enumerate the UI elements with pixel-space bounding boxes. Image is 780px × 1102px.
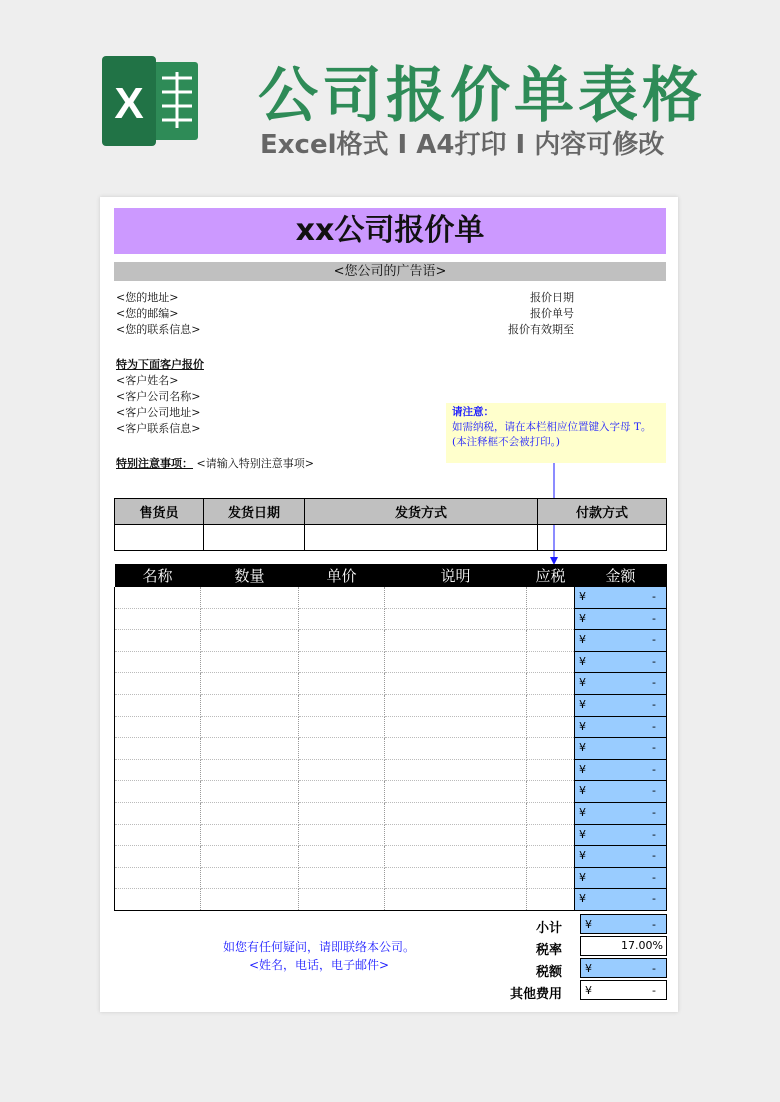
amount-value: - [652, 611, 656, 625]
amount-value: - [652, 827, 656, 841]
amount-cell [575, 781, 667, 803]
currency-symbol: ¥ [579, 676, 586, 690]
company-contact: <您的联系信息> [116, 323, 201, 336]
header-amount: 金额 [575, 564, 667, 587]
amount-value: - [652, 762, 656, 776]
header-salesperson: 售货员 [115, 499, 204, 525]
unit-price-cell[interactable] [299, 802, 385, 824]
amount-cell [575, 716, 667, 738]
quantity-cell[interactable] [201, 889, 299, 911]
tip-line1: 如需纳税，请在本栏相应位置键入字母 T。 [452, 421, 652, 433]
table-row [115, 738, 667, 760]
name-cell[interactable] [115, 587, 201, 609]
table-row [115, 781, 667, 803]
taxable-cell[interactable] [527, 608, 575, 630]
tagline: <您公司的广告语> [114, 262, 666, 281]
amount-value: - [652, 676, 656, 690]
currency-symbol: ¥ [579, 784, 586, 798]
taxable-cell[interactable] [527, 738, 575, 760]
table-row [115, 673, 667, 695]
quantity-cell[interactable] [201, 694, 299, 716]
items-table [114, 564, 667, 911]
taxable-cell[interactable] [527, 846, 575, 868]
name-cell[interactable] [115, 673, 201, 695]
tax-rate-label: 税率 [535, 943, 562, 958]
description-cell[interactable] [385, 608, 527, 630]
unit-price-cell[interactable] [299, 781, 385, 803]
unit-price-cell[interactable] [299, 738, 385, 760]
unit-price-cell[interactable] [299, 694, 385, 716]
unit-price-cell[interactable] [299, 651, 385, 673]
unit-price-cell[interactable] [299, 846, 385, 868]
amount-cell [575, 846, 667, 868]
currency-symbol: ¥ [579, 892, 586, 906]
unit-price-cell[interactable] [299, 716, 385, 738]
header-ship-method: 发货方式 [305, 499, 538, 525]
logo-letter: X [114, 79, 144, 128]
company-address: <您的地址> [116, 291, 179, 304]
currency-symbol: ¥ [579, 849, 586, 863]
tax-amount-value: - [652, 962, 656, 975]
description-cell[interactable] [385, 673, 527, 695]
unit-price-cell[interactable] [299, 824, 385, 846]
taxable-cell[interactable] [527, 759, 575, 781]
amount-value: - [652, 805, 656, 819]
other-fees-label: 其他费用 [509, 987, 562, 1002]
excel-logo-icon [100, 56, 202, 146]
currency-symbol: ¥ [579, 633, 586, 647]
currency-symbol: ¥ [579, 805, 586, 819]
amount-value: - [652, 784, 656, 798]
taxable-cell[interactable] [527, 651, 575, 673]
name-cell[interactable] [115, 867, 201, 889]
header-name: 名称 [115, 564, 201, 587]
name-cell[interactable] [115, 651, 201, 673]
taxable-cell[interactable] [527, 802, 575, 824]
description-cell[interactable] [385, 716, 527, 738]
amount-cell [575, 673, 667, 695]
contact-line2: <姓名，电话，电子邮件> [248, 958, 390, 972]
company-zip: <您的邮编> [116, 307, 179, 320]
table-row [115, 889, 667, 911]
ship-method-cell[interactable] [305, 525, 538, 551]
amount-value: - [652, 849, 656, 863]
special-notes [116, 455, 314, 471]
table-row [115, 608, 667, 630]
currency-symbol: ¥ [579, 654, 586, 668]
name-cell[interactable] [115, 824, 201, 846]
unit-price-cell[interactable] [299, 889, 385, 911]
quantity-cell[interactable] [201, 824, 299, 846]
taxable-cell[interactable] [527, 889, 575, 911]
table-row [115, 587, 667, 609]
taxable-cell[interactable] [527, 673, 575, 695]
taxable-cell[interactable] [527, 630, 575, 652]
currency-symbol: ¥ [579, 762, 586, 776]
amount-value: - [652, 697, 656, 711]
taxable-cell[interactable] [527, 867, 575, 889]
special-notes-label: 特别注意事项： [116, 457, 193, 470]
name-cell[interactable] [115, 716, 201, 738]
amount-cell [575, 759, 667, 781]
quantity-cell[interactable] [201, 630, 299, 652]
currency-symbol: ¥ [579, 827, 586, 841]
table-row [115, 802, 667, 824]
amount-value: - [652, 590, 656, 603]
quantity-cell[interactable] [201, 608, 299, 630]
currency-symbol: ¥ [579, 719, 586, 733]
amount-cell [575, 738, 667, 760]
name-cell[interactable] [115, 694, 201, 716]
quantity-cell[interactable] [201, 716, 299, 738]
tip-line2: (本注释框不会被打印。) [452, 436, 560, 448]
quantity-cell[interactable] [201, 802, 299, 824]
subtotal-value: - [652, 918, 656, 931]
table-row [115, 694, 667, 716]
quantity-cell[interactable] [201, 867, 299, 889]
customer-company: <客户公司名称> [116, 390, 201, 403]
description-cell[interactable] [385, 694, 527, 716]
table-row [115, 824, 667, 846]
description-cell[interactable] [385, 630, 527, 652]
table-row [115, 867, 667, 889]
currency-symbol: ¥ [579, 741, 586, 755]
quantity-cell[interactable] [201, 651, 299, 673]
unit-price-cell[interactable] [299, 630, 385, 652]
amount-value: - [652, 892, 656, 906]
description-cell[interactable] [385, 759, 527, 781]
amount-cell [575, 889, 667, 911]
description-cell[interactable] [385, 651, 527, 673]
subtotal-cell [580, 914, 667, 934]
quantity-cell[interactable] [201, 587, 299, 609]
name-cell[interactable] [115, 781, 201, 803]
description-cell[interactable] [385, 867, 527, 889]
unit-price-cell[interactable] [299, 608, 385, 630]
currency-symbol: ¥ [585, 962, 592, 975]
description-cell[interactable] [385, 587, 527, 609]
tax-amount-label: 税额 [535, 965, 562, 980]
taxable-cell[interactable] [527, 694, 575, 716]
currency-symbol: ¥ [579, 870, 586, 884]
name-cell[interactable] [115, 738, 201, 760]
salesperson-cell[interactable] [115, 525, 204, 551]
payment-method-cell[interactable] [538, 525, 667, 551]
table-row [115, 630, 667, 652]
description-cell[interactable] [385, 738, 527, 760]
amount-cell [575, 608, 667, 630]
amount-value: - [652, 741, 656, 755]
header-unit-price: 单价 [299, 564, 385, 587]
header-payment-method: 付款方式 [538, 499, 667, 525]
quote-date-label: 报价日期 [530, 291, 574, 304]
other-fees-value: - [652, 984, 656, 997]
shipping-table [114, 498, 667, 551]
amount-cell [575, 694, 667, 716]
tax-amount-cell [580, 958, 667, 978]
quantity-cell[interactable] [201, 759, 299, 781]
quote-valid-label: 报价有效期至 [508, 323, 574, 336]
subtotal-label: 小计 [535, 921, 562, 936]
table-row [115, 759, 667, 781]
taxable-cell[interactable] [527, 824, 575, 846]
sheet-title: xx公司报价单 [114, 208, 666, 254]
description-cell[interactable] [385, 846, 527, 868]
amount-cell [575, 802, 667, 824]
amount-cell [575, 824, 667, 846]
quantity-cell[interactable] [201, 738, 299, 760]
tip-title: 请注意： [452, 406, 494, 418]
amount-cell [575, 651, 667, 673]
amount-value: - [652, 870, 656, 884]
tax-tip-note [446, 403, 666, 463]
taxable-cell[interactable] [527, 716, 575, 738]
amount-value: - [652, 719, 656, 733]
unit-price-cell[interactable] [299, 867, 385, 889]
taxable-cell[interactable] [527, 587, 575, 609]
customer-contact: <客户联系信息> [116, 422, 201, 435]
table-row [115, 651, 667, 673]
amount-value: - [652, 633, 656, 647]
name-cell[interactable] [115, 630, 201, 652]
taxable-cell[interactable] [527, 781, 575, 803]
table-row [115, 716, 667, 738]
name-cell[interactable] [115, 608, 201, 630]
customer-heading: 特为下面客户报价 [116, 358, 204, 371]
currency-symbol: ¥ [585, 984, 592, 997]
special-notes-value[interactable]: <请输入特别注意事项> [196, 457, 314, 470]
table-row [115, 846, 667, 868]
other-fees-cell[interactable] [580, 980, 667, 1000]
quantity-cell[interactable] [201, 781, 299, 803]
quantity-cell[interactable] [201, 846, 299, 868]
description-cell[interactable] [385, 824, 527, 846]
contact-line1: 如您有任何疑问，请即联络本公司。 [222, 940, 415, 954]
amount-cell [575, 587, 667, 609]
currency-symbol: ¥ [579, 590, 586, 603]
name-cell[interactable] [115, 846, 201, 868]
customer-name: <客户姓名> [116, 374, 179, 387]
unit-price-cell[interactable] [299, 673, 385, 695]
unit-price-cell[interactable] [299, 759, 385, 781]
ship-date-cell[interactable] [204, 525, 305, 551]
currency-symbol: ¥ [585, 918, 592, 931]
description-cell[interactable] [385, 889, 527, 911]
amount-cell [575, 867, 667, 889]
name-cell[interactable] [115, 889, 201, 911]
header-ship-date: 发货日期 [204, 499, 305, 525]
amount-value: - [652, 654, 656, 668]
quote-number-label: 报价单号 [530, 307, 574, 320]
name-cell[interactable] [115, 759, 201, 781]
currency-symbol: ¥ [579, 611, 586, 625]
description-cell[interactable] [385, 802, 527, 824]
header-description: 说明 [385, 564, 527, 587]
quote-sheet [100, 197, 678, 1012]
quantity-cell[interactable] [201, 673, 299, 695]
tax-rate-cell[interactable]: 17.00% [580, 936, 667, 956]
banner-subtitle: Excel格式 I A4打印 I 内容可修改 [260, 130, 665, 160]
description-cell[interactable] [385, 781, 527, 803]
unit-price-cell[interactable] [299, 587, 385, 609]
name-cell[interactable] [115, 802, 201, 824]
header-taxable: 应税 [527, 564, 575, 587]
customer-address: <客户公司地址> [116, 406, 201, 419]
header-quantity: 数量 [201, 564, 299, 587]
currency-symbol: ¥ [579, 697, 586, 711]
amount-cell [575, 630, 667, 652]
banner-title: 公司报价单表格 [258, 61, 706, 131]
